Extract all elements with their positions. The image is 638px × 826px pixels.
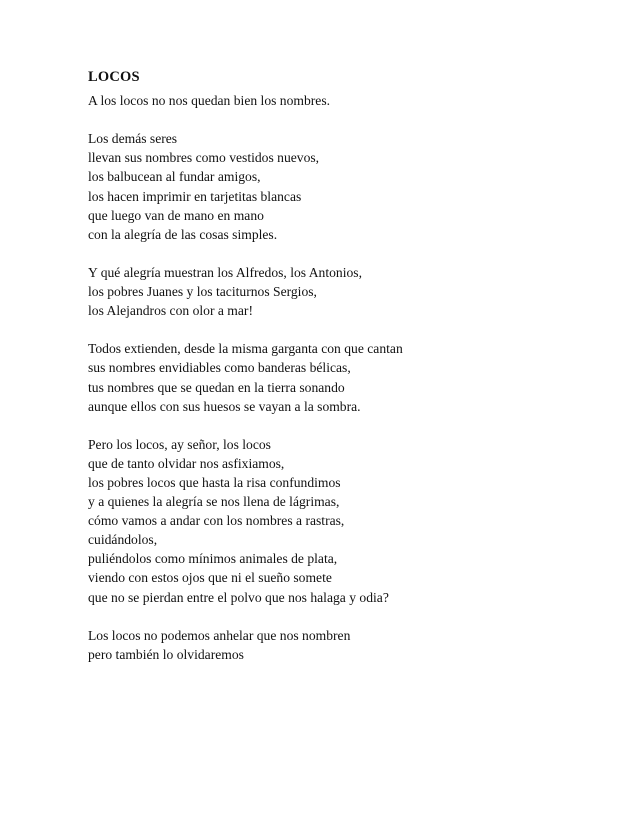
poem-line: sus nombres envidiables como banderas bélicas, [88, 360, 351, 376]
poem-line: tus nombres que se quedan en la tierra sonando [88, 379, 345, 395]
poem-line: los Alejandros con olor a mar! [88, 303, 253, 319]
poem-line: viendo con estos ojos que ni el sueño somete [88, 570, 332, 586]
poem [88, 68, 568, 683]
poem-line: pero también lo olvidaremos [88, 646, 244, 662]
poem-line: con la alegría de las cosas simples. [88, 226, 278, 242]
poem-line: Los demás seres [88, 131, 178, 147]
poem-line: Los locos no podemos anhelar que nos nombren [88, 627, 351, 643]
poem-line: llevan sus nombres como vestidos nuevos, [88, 150, 320, 166]
poem-line: Todos extienden, desde la misma garganta con que cantan [88, 341, 403, 357]
poem-line: puliéndolos como mínimos animales de plata, [88, 551, 338, 567]
poem-line: los pobres Juanes y los taciturnos Sergios, [88, 284, 317, 300]
poem-line: cómo vamos a andar con los nombres a rastras, [88, 513, 345, 529]
poem-title: LOCOS [88, 69, 140, 85]
poem-line: que no se pierdan entre el polvo que nos halaga y odia? [88, 589, 389, 605]
stanza [88, 129, 568, 244]
stanza [88, 91, 568, 110]
poem-line: aunque ellos con sus huesos se vayan a la sombra. [88, 398, 361, 414]
poem-line: los hacen imprimir en tarjetitas blancas [88, 188, 302, 204]
stanza [88, 263, 568, 320]
poem-line: cuidándolos, [88, 532, 158, 548]
poem-line: que de tanto olvidar nos asfixiamos, [88, 455, 285, 471]
stanza [88, 339, 568, 415]
poem-line: Y qué alegría muestran los Alfredos, los Antonios, [88, 264, 362, 280]
poem-line: que luego van de mano en mano [88, 207, 264, 223]
poem-line: A los locos no nos quedan bien los nombres. [88, 93, 331, 109]
poem-line: los balbucean al fundar amigos, [88, 169, 261, 185]
stanza [88, 435, 568, 607]
poem-line: los pobres locos que hasta la risa confundimos [88, 474, 341, 490]
poem-line: Pero los locos, ay señor, los locos [88, 436, 271, 452]
stanza [88, 626, 568, 664]
poem-line: y a quienes la alegría se nos llena de lágrimas, [88, 494, 340, 510]
